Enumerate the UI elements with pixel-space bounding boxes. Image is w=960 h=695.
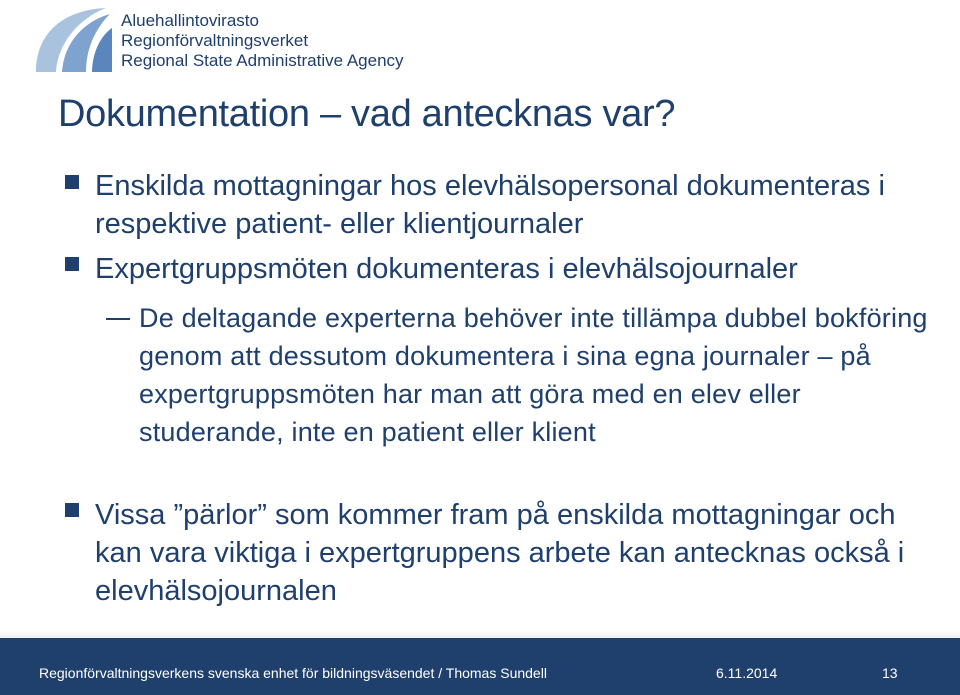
- agency-name-en: Regional State Administrative Agency: [121, 51, 404, 70]
- agency-name-sv: Regionförvaltningsverket: [121, 31, 309, 50]
- agency-name: [121, 11, 404, 71]
- slide-title: Dokumentation – vad antecknas var?: [58, 93, 676, 135]
- bullet-text: Vissa ”pärlor” som kommer fram på enskilda mottagningar och kan vara viktiga i expertgruppens arbete kan antecknas också i elevhälsojournalen: [95, 499, 905, 607]
- bullet-marker: [65, 503, 79, 517]
- agency-logo: [32, 4, 112, 76]
- bullet-text: Expertgruppsmöten dokumenteras i elevhälsojournaler: [95, 253, 798, 285]
- footer-shadow: [0, 630, 960, 638]
- bullet-marker: [65, 257, 79, 271]
- footer-text: Regionförvaltningsverkens svenska enhet för bildningsväsendet / Thomas Sundell: [39, 665, 547, 681]
- footer-date: 6.11.2014: [716, 665, 778, 681]
- bullet-marker: [65, 175, 79, 189]
- page-number: 13: [882, 665, 898, 681]
- footer-bar: [0, 638, 960, 695]
- bullet-text: Enskilda mottagningar hos elevhälsopersonal dokumenteras i respektive patient- eller klientjournaler: [95, 170, 885, 240]
- sub-bullet-text: De deltagande experterna behöver inte tillämpa dubbel bokföring genom att dessutom dokumentera i sina egna journaler – på expertgruppsmöten har man att göra med en elev eller studerande, inte en patient eller klient: [139, 303, 928, 447]
- agency-name-fi: Aluehallintovirasto: [121, 11, 259, 30]
- sub-bullet-dash: [106, 318, 130, 320]
